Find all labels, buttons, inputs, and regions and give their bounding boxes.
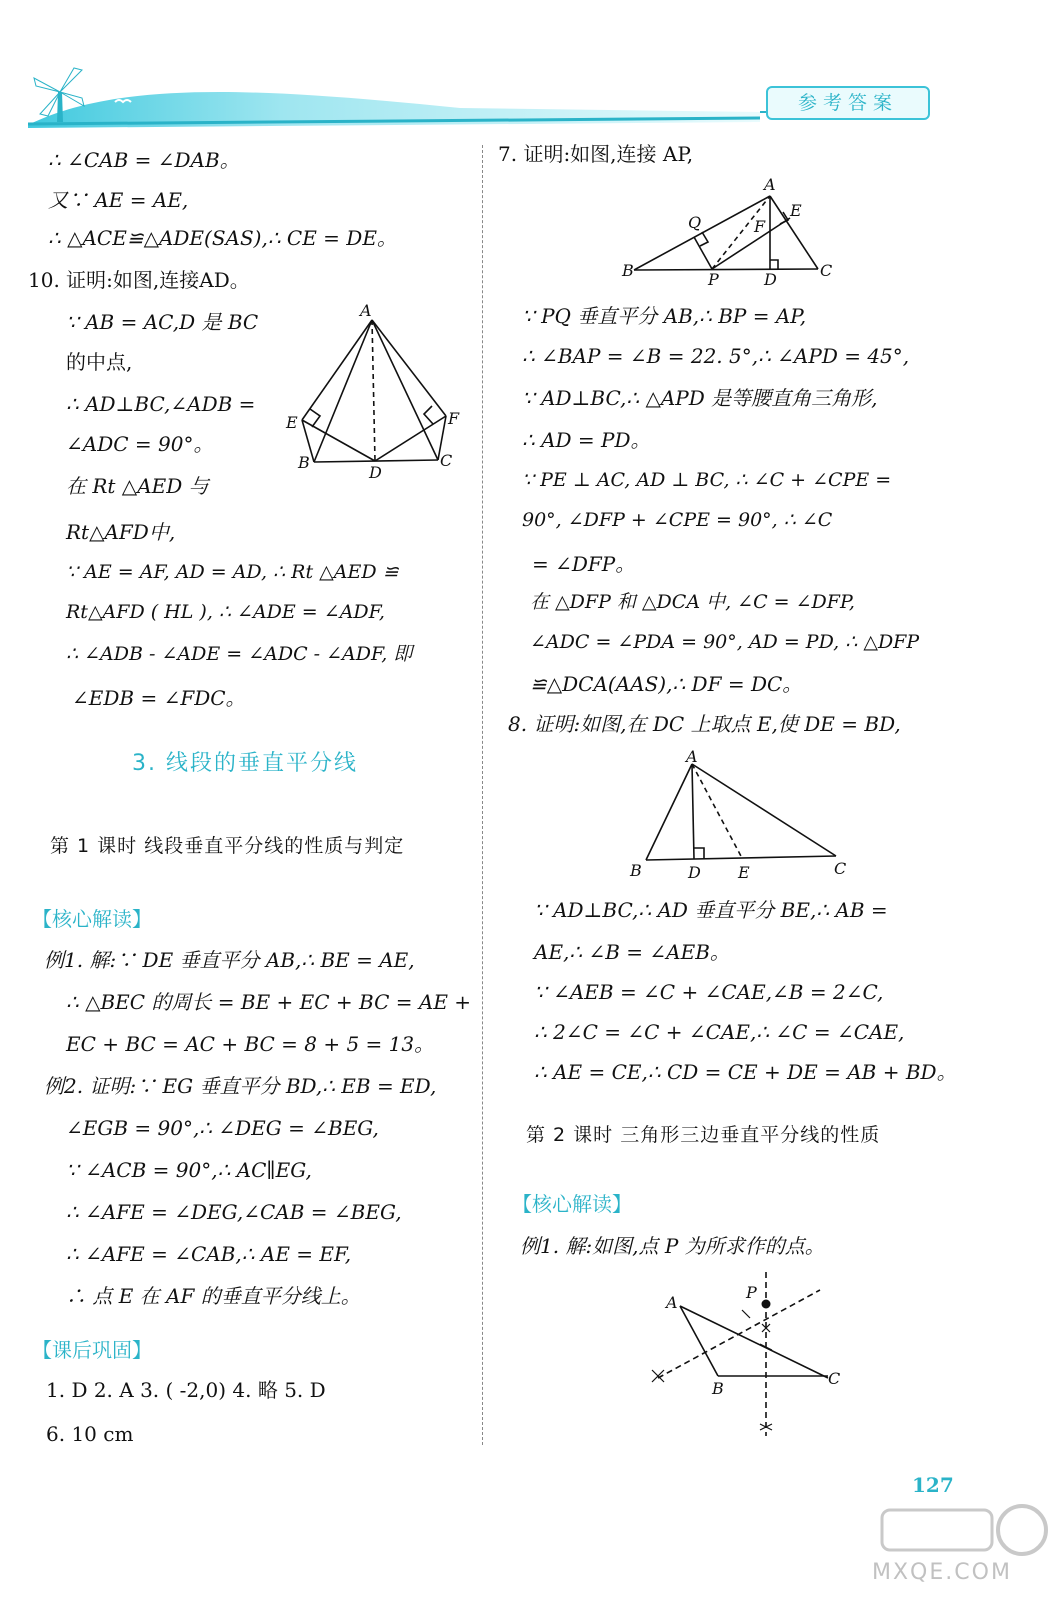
figure-example-1: [640, 1270, 860, 1440]
watermark-text: MXQE.COM: [872, 1560, 1012, 1585]
text-line: ∵ AD⊥BC,∴ △APD 是等腰直角三角形,: [522, 386, 878, 410]
text-line: ∴ AE = CE,∴ CD = CE + DE = AB + BD。: [534, 1060, 957, 1084]
text-line: ∴ ∠CAB = ∠DAB。: [48, 148, 240, 172]
label-B: B: [622, 261, 634, 280]
problem-10-heading: 10. 证明:如图,连接AD。: [28, 268, 250, 292]
label-A: A: [360, 301, 372, 320]
label-B: B: [298, 453, 310, 472]
text-line: ∵ PE ⊥ AC, AD ⊥ BC, ∴ ∠C + ∠CPE =: [522, 469, 892, 491]
label-C: C: [440, 451, 453, 470]
label-P: P: [708, 270, 719, 289]
label-P: P: [746, 1283, 757, 1302]
core-interpretation-heading: 【核心解读】: [512, 1192, 632, 1216]
label-A: A: [666, 1293, 678, 1312]
label-E: E: [790, 201, 802, 220]
page-number: 127: [912, 1473, 954, 1497]
problem-7-heading: 7. 证明:如图,连接 AP,: [498, 142, 694, 166]
answers-row: 6. 10 cm: [46, 1422, 134, 1446]
section-title: 3. 线段的垂直平分线: [132, 751, 358, 776]
text-line: ∴ ∠AFE = ∠DEG,∠CAB = ∠BEG,: [66, 1200, 402, 1224]
text-line: ∵ PQ 垂直平分 AB,∴ BP = AP,: [522, 304, 807, 328]
text-line: 例2. 证明:∵ EG 垂直平分 BD,∴ EB = ED,: [44, 1074, 437, 1098]
text-line: ∴ AD = PD。: [522, 428, 651, 452]
after-class-heading: 【课后巩固】: [32, 1338, 152, 1362]
text-line: AE,∴ ∠B = ∠AEB。: [534, 940, 730, 964]
figure-problem-7: [618, 176, 848, 288]
text-line: ∴ ∠BAP = ∠B = 22. 5°,∴ ∠APD = 45°,: [522, 344, 910, 368]
column-divider: [482, 145, 483, 1445]
text-line: EC + BC = AC + BC = 8 + 5 = 13。: [66, 1032, 435, 1056]
figure-problem-8: [622, 748, 862, 888]
text-line: ∴ 点 E 在 AF 的垂直平分线上。: [66, 1284, 361, 1308]
text-line: 在 Rt △AED 与: [66, 474, 209, 498]
watermark-logo-icon: [872, 1500, 1052, 1560]
label-D: D: [688, 863, 701, 882]
text-line: ∠EGB = 90°,∴ ∠DEG = ∠BEG,: [66, 1116, 379, 1140]
text-line: ∵ AE = AF, AD = AD, ∴ Rt △AED ≌: [66, 561, 399, 583]
label-F: F: [448, 409, 460, 428]
text-line: 例1. 解:∵ DE 垂直平分 AB,∴ BE = AE,: [44, 948, 415, 972]
text-line: 90°, ∠DFP + ∠CPE = 90°, ∴ ∠C: [522, 509, 833, 531]
text-line: ∴ △BEC 的周长 = BE + EC + BC = AE +: [66, 990, 472, 1014]
watermark: [872, 1500, 1052, 1590]
text-line: ∠EDB = ∠FDC。: [72, 686, 246, 710]
text-line: ∠ADC = ∠PDA = 90°, AD = PD, ∴ △DFP: [530, 631, 920, 653]
text-line: Rt△AFD中,: [66, 520, 176, 544]
text-line: 又∵ AE = AE,: [48, 188, 189, 212]
text-line: ∴ △ACE≌△ADE(SAS),∴ CE = DE。: [48, 226, 397, 250]
text-line: ∴ ∠AFE = ∠CAB,∴ AE = EF,: [66, 1242, 352, 1266]
text-line: ∵ ∠AEB = ∠C + ∠CAE,∠B = 2∠C,: [534, 980, 884, 1004]
text-line: 的中点,: [66, 350, 133, 374]
text-line: 在 △DFP 和 △DCA 中, ∠C = ∠DFP,: [530, 591, 855, 613]
text-line: ≌△DCA(AAS),∴ DF = DC。: [530, 672, 803, 696]
label-A: A: [764, 175, 776, 194]
lesson-1-title: 第 1 课时 线段垂直平分线的性质与判定: [50, 835, 405, 857]
text-line: ∵ ∠ACB = 90°,∴ AC∥EG,: [66, 1158, 312, 1182]
problem-8-heading: 8. 证明:如图,在 DC 上取点 E,使 DE = BD,: [508, 712, 901, 736]
label-B: B: [630, 861, 642, 880]
label-C: C: [820, 261, 833, 280]
label-E: E: [286, 413, 298, 432]
answer-key-tag: 参考答案: [766, 86, 930, 120]
text-line: ∵ AB = AC,D 是 BC: [66, 310, 259, 334]
text-line: = ∠DFP。: [532, 552, 636, 576]
label-D: D: [369, 463, 382, 482]
label-F: F: [754, 217, 766, 236]
label-C: C: [834, 859, 847, 878]
text-line: ∴ ∠ADB - ∠ADE = ∠ADC - ∠ADF, 即: [66, 643, 413, 665]
answers-row: 1. D 2. A 3. ( -2,0) 4. 略 5. D: [46, 1378, 326, 1402]
text-line: ∴ 2∠C = ∠C + ∠CAE,∴ ∠C = ∠CAE,: [534, 1020, 905, 1044]
lesson-2-title: 第 2 课时 三角形三边垂直平分线的性质: [526, 1124, 881, 1146]
label-E: E: [738, 863, 750, 882]
label-B: B: [712, 1379, 724, 1398]
label-C: C: [828, 1369, 841, 1388]
label-D: D: [764, 270, 777, 289]
label-A: A: [686, 747, 698, 766]
text-line: ∠ADC = 90°。: [66, 432, 214, 456]
text-line: ∴ AD⊥BC,∠ADB =: [66, 392, 256, 416]
text-line: 例1. 解:如图,点 P 为所求作的点。: [520, 1234, 825, 1258]
label-Q: Q: [688, 213, 702, 232]
text-line: Rt△AFD ( HL ), ∴ ∠ADE = ∠ADF,: [66, 601, 385, 623]
core-interpretation-heading: 【核心解读】: [32, 907, 152, 931]
figure-problem-10: [280, 300, 470, 490]
text-line: ∵ AD⊥BC,∴ AD 垂直平分 BE,∴ AB =: [534, 898, 888, 922]
